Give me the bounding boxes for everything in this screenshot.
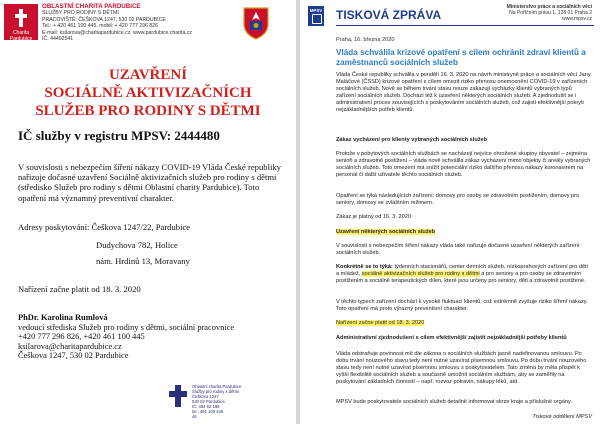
stamp-line2: Služby pro rodiny s dětmi — [192, 389, 240, 394]
notice-title-line3: SLUŽEB PRO RODINY S DĚTMI — [35, 103, 261, 119]
section-heading-closure-wrap — [336, 229, 435, 236]
closure-paragraph: V souvislosti s nebezpečím šíření nákazy vláda také nařizuje dočasné uzavření některých zařízení sociálních služeb. — [336, 243, 580, 256]
closure-scope-lead: Konkrétně se to týká: — [336, 264, 393, 270]
ministry-details — [507, 4, 592, 23]
closure-scope-paragraph — [336, 264, 592, 285]
stamp-line1: Oblastní charita Pardubice — [192, 384, 242, 389]
facilities-paragraph: Opatření se týká následujících zařízení: domovy pro osoby se zdravotním postižením, domovy pro seniory, domovy se zvláštním režimem. — [336, 193, 580, 206]
mpsv-press-release — [300, 0, 600, 424]
ban-paragraph: Protože v pobytových sociálních službách se nacházejí nejvíce ohrožené skupiny obyvatel – zejména senioři a zdravotně postižení – vláda nově schválila zákaz vycházení mimo objekty či areály vybraných sociálních služeb. Toto omezení má snížit potenciální riziko dalšího přenosu nákazy koronavirem na personál či další uživatele těchto sociálních služeb. — [336, 151, 591, 178]
coat-of-arms-icon — [242, 6, 270, 40]
stamp-cross-icon — [168, 384, 188, 408]
address-moravany: nám. Hrdinů 13, Moravany — [96, 256, 190, 266]
intro-paragraph: Vláda České republiky schválila v pondělí 16. 3. 2020 na návrh ministryně práce a sociálních věcí Jany Maláčové (ČSSD) krizové opatření s cílem omezit riziko přenosu onemocnění COVID-19 v zařízeních sociálních služeb. Nově se během trvání stavu nouze zakazují vycházky klientů vybraných typů zařízení sociálních služeb. Dochází též k uzavření některých sociálních služeb. A zjednodušit se i administrativní proces souvisejících s poskytováním sociálních služeb, což zajistí efektivnější pokryti nejzákladnějších potřeb klientů. — [336, 72, 591, 113]
cross-icon — [15, 9, 27, 27]
fluctuation-paragraph: V těchto typech zařízení dochází k vysoké fluktuaci klientů, což extrémně zvyšuje riziko šíření nákazy. Toto opatření má proto výrazný preventivní charakter. — [336, 299, 588, 312]
closure-effective-wrap — [336, 320, 424, 327]
signer-email: ksilarova@charitapardubice.cz — [18, 341, 122, 351]
signer-address: Češkova 1247, 530 02 Pardubice — [18, 351, 129, 361]
ministry-web: www.mpsv.cz — [562, 16, 592, 23]
ministry-name: Ministerstvo práce a sociálních věcí — [506, 4, 592, 10]
header-rule — [336, 25, 594, 26]
org-line3: PRACOVIŠTĚ: ČEŠKOVA 1247, 530 02 PARDUBICE — [42, 16, 166, 23]
charita-notice-document — [0, 0, 296, 424]
ministry-address: Na Poříčním právu 1, 128 01 Praha 2 — [509, 10, 592, 17]
closure-scope-text2: a pro seniory a pro osoby se zdravotním postižením a sociálně terapeutických dílen, které jsou určeny pro seniory, děti a zdravotně postižené. — [336, 270, 586, 284]
section-heading-admin: Administrativní zjednodušení s cílem efektivnější zajistit nejzákladnější potřeby klientů — [336, 335, 567, 341]
signer-role: vedoucí střediska Služeb pro rodiny s dětmi, sociální pracovnice — [18, 322, 235, 332]
charita-logo-text: Charita Pardubice — [9, 30, 33, 42]
signer-name: PhDr. Karolina Rumlová — [18, 313, 108, 322]
notice-title-line1: UZAVŘENÍ — [108, 67, 188, 83]
release-title: Vláda schválila krizové opatření s cílem ochránit zdraví klientů a zaměstnanců sociálních služeb — [336, 48, 586, 67]
effective-date: Nařízení začne platit od 18. 3. 2020 — [18, 284, 141, 294]
organization-stamp — [168, 384, 248, 422]
stamp-line4: 530 02 Pardubice — [192, 399, 225, 404]
address-holice: Dudychova 782, Holice — [96, 240, 178, 250]
mpsv-inform-paragraph: MPSV bude poskytovatele sociálních služeb detailně informovat skrze kraje a příslušné orgány. — [336, 399, 572, 405]
closure-scope-text1: týdenních stacionářů, center denních služeb, nízkoprahových zařízení pro děti a mládež, — [336, 264, 588, 277]
org-name: OBLASTNÍ CHARITA PARDUBICE — [42, 3, 141, 10]
stamp-line6: tel.: 461 100 445 — [192, 409, 224, 414]
stamp-line5: IČ: 464 92 168 — [192, 404, 220, 409]
admin-paragraph: Vláda odstraňuje povinnost mít dle zákona o sociálních službách jasně nadefinovanou smlouvu. Po dobu trvání nouzového stavu tedy není nutné uzavírat písemnou smlouvu. Po dobu trvání nouzového stavu tedy není nutné uzavírat písemnou smlouvu s poskytovatelem. Tato změna by měla přispět k vyšší flexibilitě sociálních služeb a současně umožnit sociálním službám, aby se zaměřily na poskytování základních činností – např. rozvoz potravin, nákupy léků, atd. — [336, 351, 587, 385]
section-heading-closure: Uzavření některých sociálních služeb — [336, 229, 436, 235]
stamp-line3: Češkova 1247 — [192, 394, 219, 399]
org-line4: Tel.: + 420 461 100 445, mobil: + 420 777 296 826 — [42, 23, 158, 30]
org-line5: E-mail: ksilarova@charitapardubice.cz, www.pardubice.charita.cz — [42, 29, 192, 36]
org-line6: IČ: 44492541 — [42, 36, 74, 43]
stamp-line7: 46 — [192, 414, 197, 419]
building-icon — [312, 14, 322, 24]
closure-scope-highlight: sociálně aktivizačních služeb pro rodiny s dětmi — [361, 270, 480, 277]
org-line2: SLUŽBY PRO RODINY S DĚTMI — [42, 10, 119, 17]
registry-id: IČ služby v registru MPSV: 2444480 — [18, 128, 220, 143]
ban-validity: Zákaz je platný od 16. 3. 2020 — [336, 214, 411, 220]
signer-phone: +420 777 296 826, +420 461 100 445 — [18, 332, 145, 342]
mpsv-logo-text: MPSV — [309, 8, 323, 13]
notice-title-line2: SOCIÁLNĚ AKTIVIZAČNÍCH — [44, 85, 252, 101]
address-primary: Adresy poskytování: Češkova 1247/22, Pardubice — [18, 222, 191, 232]
closure-effective-date: Nařízení začne platit od 18. 3. 2020 — [336, 320, 425, 326]
section-heading-ban: Zákaz vycházení pro klienty vybraných sociálních služeb — [336, 137, 488, 143]
org-details — [42, 4, 192, 42]
notice-title — [0, 66, 296, 120]
press-release-heading: TISKOVÁ ZPRÁVA — [336, 8, 442, 22]
signature-block — [18, 313, 278, 361]
release-date: Praha, 16. března 2020 — [336, 37, 395, 43]
mpsv-logo — [308, 6, 324, 26]
press-department: Tiskové oddělení MPSV — [532, 414, 592, 420]
stamp-text — [192, 384, 252, 419]
charita-logo — [4, 4, 38, 40]
notice-body: V souvislosti s nebezpečím šíření nákazy COVID-19 Vláda České republiky nařizuje dočasné uzavření Sociálně aktivizačních služeb pro rodiny s dětmi (středisko Služeb pro rodiny s dětmi Oblastní charity Pardubice). Toto opatření má významný preventivní charakter. — [18, 162, 281, 203]
charita-header — [0, 0, 296, 58]
